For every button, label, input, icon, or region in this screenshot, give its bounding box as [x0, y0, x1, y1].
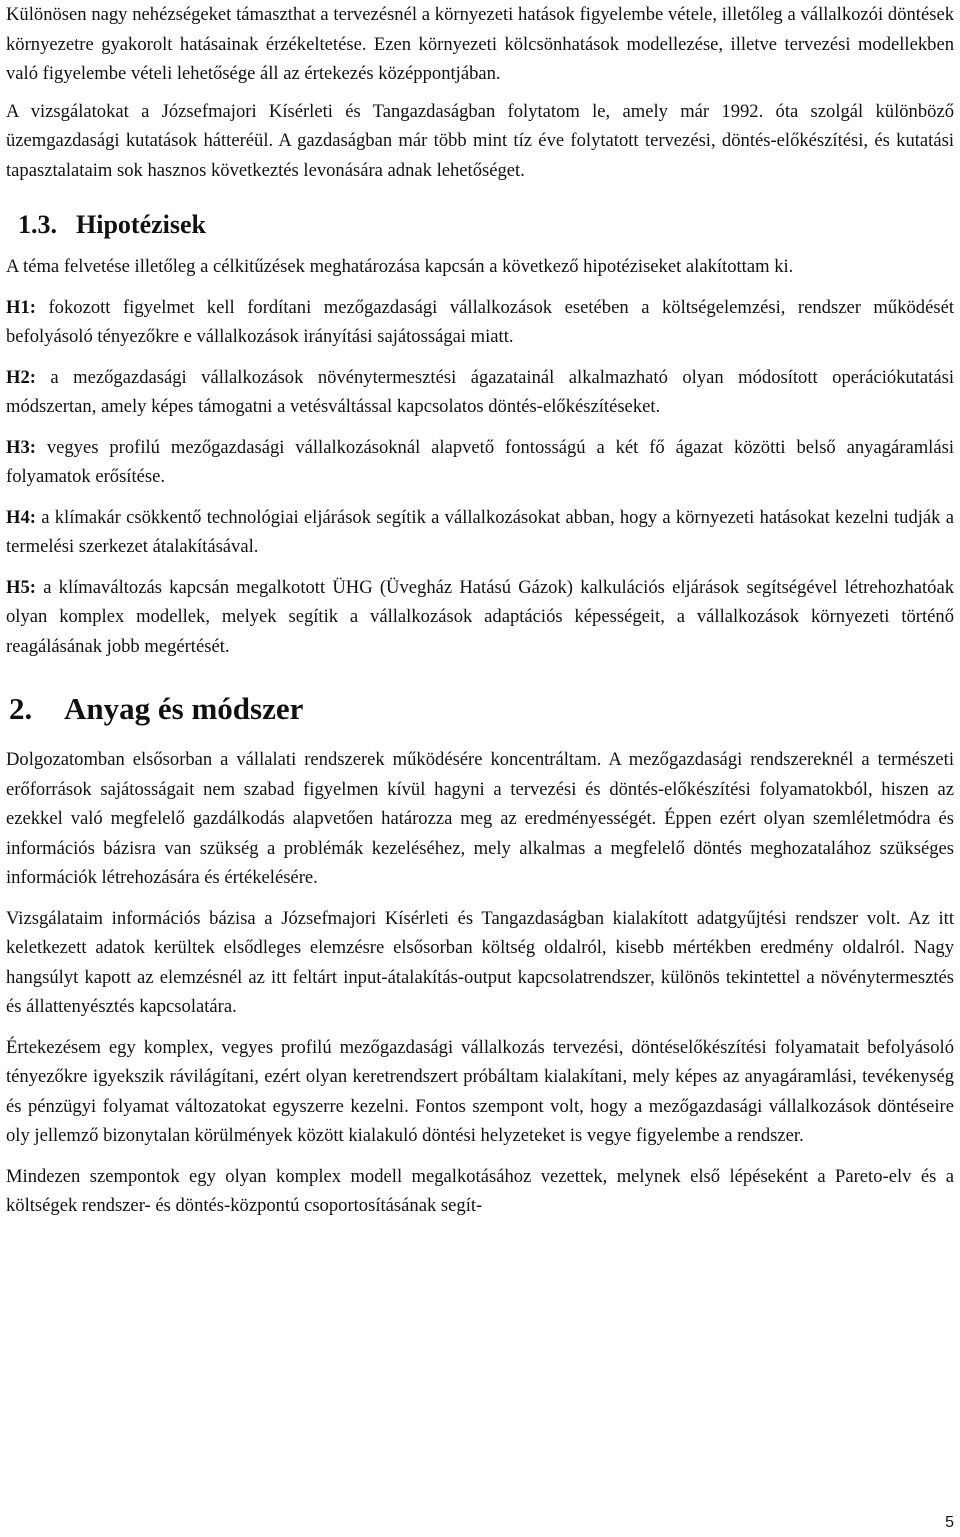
hypothesis-h5	[6, 573, 954, 662]
chapter-title: Anyag és módszer	[64, 691, 304, 726]
hypothesis-text: a mezőgazdasági vállalkozások növénytermesztési ágazatainál alkalmazható olyan módosított operációkutatási módszertan, amely képes támogatni a vetésváltással kapcsolatos döntés-előkészítéseket.	[6, 366, 954, 417]
hypothesis-label: H1:	[6, 296, 36, 318]
hypothesis-label: H3:	[6, 436, 36, 458]
hypothesis-text: vegyes profilú mezőgazdasági vállalkozásoknál alapvető fontosságú a két fő ágazat közötti belső anyagáramlási folyamatok erősítése.	[6, 436, 954, 487]
hypothesis-label: H4:	[6, 506, 36, 528]
hypothesis-text: fokozott figyelmet kell fordítani mezőgazdasági vállalkozások esetében a költségelemzési, rendszer működését befolyásoló tényezőkre e vállalkozások irányítási sajátosságai miatt.	[6, 296, 954, 347]
page-number: 5	[945, 1514, 954, 1531]
hypotheses-intro: A téma felvetése illetőleg a célkitűzések meghatározása kapcsán a következő hipotéziseket alakítottam ki.	[6, 256, 794, 277]
chapter-heading-2	[9, 689, 954, 729]
hypothesis-text: a klímaváltozás kapcsán megalkotott ÜHG (Üvegház Hatású Gázok) kalkulációs eljárások segítségével létrehozhatóak olyan komplex modellek, melyek segítik a vállalkozások adaptációs képességeit, a vállalkozások környezeti történő reagálásának jobb megértését.	[6, 576, 954, 657]
intro-paragraph-2: A vizsgálatokat a Józsefmajori Kísérleti és Tangazdaságban folytatom le, amely már 1992. óta szolgál különböző üzemgazdasági kutatások hátteréül. A gazdaságban már több mint tíz éve folytatott tervezési, döntés-előkészítési, és kutatási tapasztalataim sok hasznos következtés levonására adnak lehetőséget.	[6, 100, 954, 181]
hypothesis-h4	[6, 503, 954, 562]
section-title: Hipotézisek	[76, 210, 206, 239]
document-page	[6, 0, 954, 1221]
method-paragraph-1: Dolgozatomban elsősorban a vállalati rendszerek működésére koncentráltam. A mezőgazdasági rendszereknél a természeti erőforrások sajátosságait nem szabad figyelmen kívül hagyni a tervezési és döntés-előkészítési folyamatokból, hiszen az ezekkel való megfelelő gazdálkodás alapvetően határozza meg az eredményességét. Éppen ezért olyan szemléletmódra és információs bázisra van szükség a problémák kezeléséhez, mely alkalmas a megfelelő döntés meghozatalához szükséges információk létrehozására és értékelésére.	[6, 749, 954, 888]
method-paragraph-4: Mindezen szempontok egy olyan komplex modell megalkotásához vezettek, melynek első lépéseként a Pareto-elv és a költségek rendszer- és döntés-központú csoportosításának segít-	[6, 1165, 954, 1216]
section-number: 1.3.	[18, 210, 57, 239]
chapter-number: 2.	[9, 691, 33, 726]
section-heading-1-3	[18, 208, 954, 242]
method-paragraph-2: Vizsgálataim információs bázisa a Józsefmajori Kísérleti és Tangazdaságban kialakított adatgyűjtési rendszer volt. Az itt keletkezett adatok kerültek elsődleges elemzésre elsősorban költség oldalról, kisebb mértékben eredmény oldalról. Nagy hangsúlyt kapott az elemzésnél az itt feltárt input-átalakítás-output kapcsolatrendszer, különös tekintettel a növénytermesztés és állattenyésztés kapcsolatára.	[6, 907, 954, 1017]
hypothesis-h3	[6, 433, 954, 492]
hypothesis-label: H5:	[6, 576, 36, 598]
hypothesis-h1	[6, 293, 954, 352]
intro-paragraph-1: Különösen nagy nehézségeket támaszthat a tervezésnél a környezeti hatások figyelembe vétele, illetőleg a vállalkozói döntések környezetre gyakorolt hatásainak érzékeltetése. Ezen környezeti kölcsönhatások modellezése, illetve tervezési modellekben való figyelembe vételi lehetősége áll az értekezés középpontjában.	[6, 4, 954, 84]
hypothesis-h2	[6, 363, 954, 422]
hypothesis-label: H2:	[6, 366, 36, 388]
method-paragraph-3: Értekezésem egy komplex, vegyes profilú mezőgazdasági vállalkozás tervezési, döntéselőkészítési folyamatait befolyásoló tényezőkre igyekszik rávilágítani, ezért olyan keretrendszert próbáltam kialakítani, mely képes az anyagáramlási, tevékenység és pénzügyi folyamat változatokat egyszerre kezelni. Fontos szempont volt, hogy a mezőgazdasági vállalkozások döntéseire oly jellemző bizonytalan körülmények között kialakuló döntési helyzeteket is vegye figyelembe a rendszer.	[6, 1036, 954, 1146]
hypothesis-text: a klímakár csökkentő technológiai eljárások segítik a vállalkozásokat abban, hogy a környezeti hatásokat kezelni tudják a termelési szerkezet átalakításával.	[6, 506, 954, 557]
